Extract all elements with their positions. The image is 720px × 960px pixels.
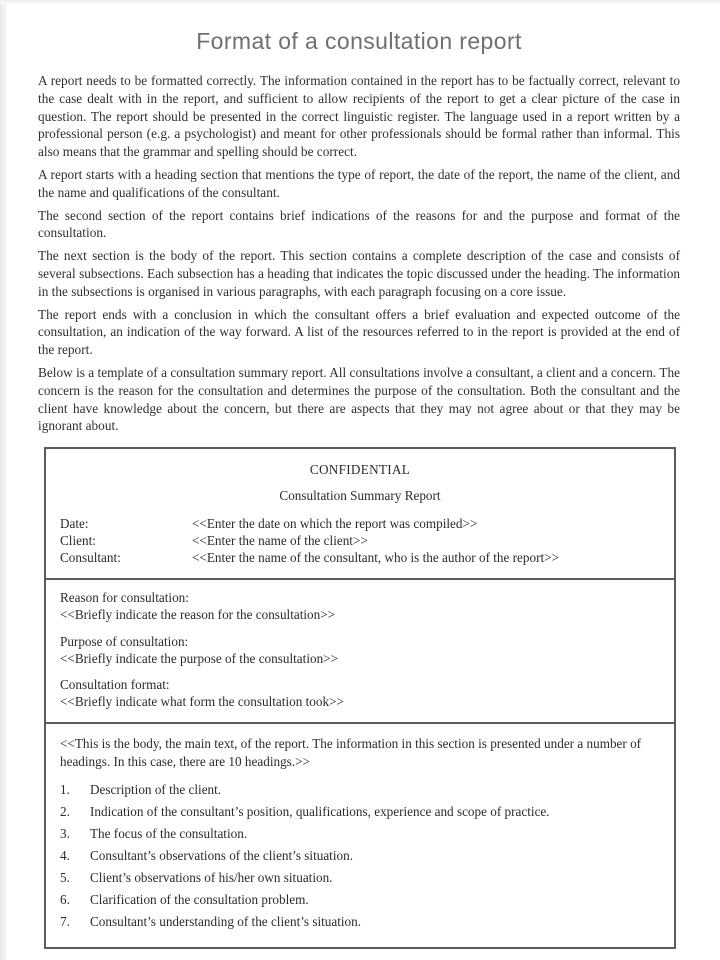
box-body-section [46,722,674,946]
paragraph-formatting: A report needs to be formatted correctly. The information contained in the report has to be factually correct, relevant to the case dealt with in the report, and sufficient to allow recipients of the report to get a clear picture of the case in question. The report should be presented in the correct linguistic register. The language used in a report written by a professional person (e.g. a psychologist) and meant for other professionals should be formal rather than informal. This also means that the grammar and spelling should be correct. [38,73,680,160]
field-row-date [60,515,660,532]
paragraph-body-section: The next section is the body of the report. This section contains a complete description of the case and consists of several subsections. Each subsection has a heading that indicates the topic discussed under the heading. The information in the subsections is organised in various paragraphs, with each paragraph focusing on a core issue. [38,248,680,299]
item-number: 6. [60,891,70,907]
heading-item-5 [60,869,660,886]
heading-item-1 [60,781,660,798]
item-text: The focus of the consultation. [90,825,248,841]
format-label: Consultation format: [60,676,170,692]
heading-item-3 [60,825,660,842]
item-text: Consultant’s observations of the client’s situation. [90,847,353,863]
heading-item-6 [60,891,660,908]
date-label: Date: [60,515,89,531]
purpose-label: Purpose of consultation: [60,633,189,649]
item-number: 4. [60,847,70,863]
item-number: 3. [60,825,70,841]
item-text: Client’s observations of his/her own situation. [90,869,333,885]
purpose-placeholder: <<Briefly indicate the purpose of the consultation>> [60,650,339,666]
body-intro: <<This is the body, the main text, of the report. The information in this section is presented under a number of headings. In this case, there are 10 headings.>> [60,736,642,769]
paragraph-template-intro: Below is a template of a consultation summary report. All consultations involve a consultant, a client and a concern. The concern is the reason for the consultation and determines the purpose of the consultation. Both the consultant and the client have knowledge about the concern, but there are aspects that they may not agree about or that they may be ignorant about. [38,364,680,434]
reason-label: Reason for consultation: [60,590,189,606]
box-heading-section [46,449,674,578]
box-reason-section [46,578,674,722]
consultant-placeholder: <<Enter the name of the consultant, who is the author of the report>> [192,549,560,565]
item-text: Consultant’s understanding of the client’s situation. [90,913,362,929]
item-text: Clarification of the consultation problem. [90,891,309,907]
heading-item-2 [60,803,660,820]
page-title: Format of a consultation report [196,28,522,54]
item-text: Indication of the consultant’s position, qualifications, experience and scope of practice. [90,803,550,819]
heading-item-4 [60,847,660,864]
consultant-label: Consultant: [60,549,121,565]
item-number: 5. [60,869,70,885]
paragraph-heading-section: A report starts with a heading section that mentions the type of report, the date of the report, the name of the client, and the name and qualifications of the consultant. [38,166,680,200]
report-subtitle: Consultation Summary Report [279,488,441,504]
template-box [44,447,676,949]
heading-item-7 [60,913,660,930]
item-text: Description of the client. [90,781,222,797]
entry-format [60,676,660,710]
field-row-consultant [60,549,660,566]
item-number: 1. [60,781,70,797]
entry-reason [60,589,660,623]
paragraph-second-section: The second section of the report contains brief indications of the reasons for and the purpose and format of the consultation. [38,207,680,241]
client-label: Client: [60,532,96,548]
client-placeholder: <<Enter the name of the client>> [192,532,368,548]
date-placeholder: <<Enter the date on which the report was compiled>> [192,515,478,531]
reason-placeholder: <<Briefly indicate the reason for the consultation>> [60,607,336,623]
paragraph-conclusion: The report ends with a conclusion in which the consultant offers a brief evaluation and expected outcome of the consultation, an indication of the way forward. A list of the resources referred to in the report is provided at the end of the report. [38,306,680,358]
field-row-client [60,532,660,549]
format-placeholder: <<Briefly indicate what form the consultation took>> [60,694,344,710]
item-number: 2. [60,803,70,819]
item-number: 7. [60,913,70,929]
confidential-heading: CONFIDENTIAL [309,462,411,478]
entry-purpose [60,633,660,667]
